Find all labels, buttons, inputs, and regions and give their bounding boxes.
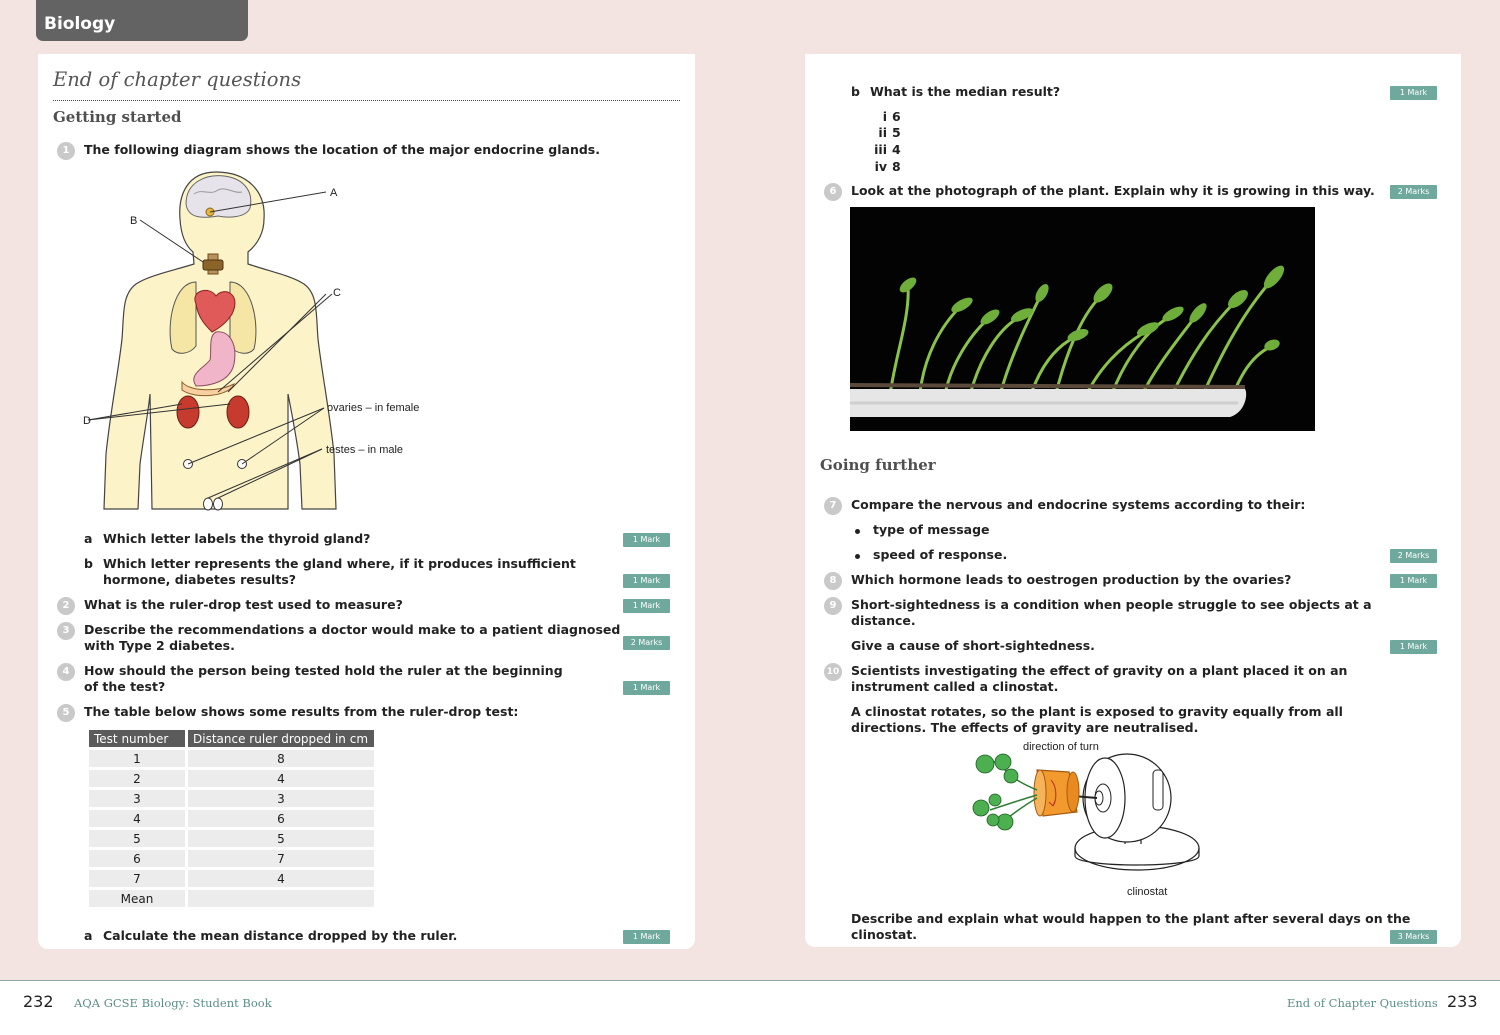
clinostat-diagram	[965, 740, 1205, 900]
mark-badge-q9: 1 Mark	[1390, 640, 1437, 654]
option-value: 6	[892, 109, 901, 124]
option-value: 5	[892, 125, 901, 140]
question-number-3: 3	[57, 622, 75, 640]
question-4-line1: How should the person being tested hold the ruler at the beginning	[84, 663, 563, 678]
table-cell: 6	[188, 810, 374, 827]
table-header-row	[89, 730, 374, 747]
question-7-bullet1: type of message	[873, 522, 990, 537]
question-10-line1: Scientists investigating the effect of gravity on a plant placed it on an	[851, 663, 1348, 678]
table-row	[89, 770, 374, 787]
question-1b-line1: Which letter represents the gland where, if it produces insufficient	[103, 556, 576, 571]
section-running-head: End of Chapter Questions	[1287, 996, 1438, 1010]
right-page	[805, 54, 1461, 947]
table-cell: 2	[89, 770, 185, 787]
diagram-label-testes: testes – in male	[326, 444, 404, 456]
endocrine-glands-diagram	[78, 164, 478, 514]
table-cell: 3	[89, 790, 185, 807]
question-10-line6: clinostat.	[851, 927, 918, 942]
mark-badge-q2: 1 Mark	[623, 599, 670, 613]
bullet-point	[855, 529, 860, 534]
diagram-label-b: B	[130, 215, 138, 227]
question-3-line2: with Type 2 diabetes.	[84, 638, 235, 653]
question-5a-text: Calculate the mean distance dropped by the ruler.	[103, 928, 458, 943]
chapter-title: End of chapter questions	[53, 68, 302, 91]
ruler-drop-table	[86, 727, 377, 910]
question-8-text: Which hormone leads to oestrogen production by the ovaries?	[851, 572, 1292, 587]
question-10-line2: instrument called a clinostat.	[851, 679, 1059, 694]
question-10-line5: Describe and explain what would happen to the plant after several days on the	[851, 911, 1411, 926]
question-9-line3: Give a cause of short-sightedness.	[851, 638, 1095, 653]
table-cell: 6	[89, 850, 185, 867]
question-5a-letter: a	[84, 928, 93, 943]
question-number-5: 5	[57, 704, 75, 722]
diagram-label-clinostat: clinostat	[1127, 886, 1168, 898]
mark-badge-q5b: 1 Mark	[1390, 86, 1437, 100]
question-9-line1: Short-sightedness is a condition when people struggle to see objects at a	[851, 597, 1372, 612]
mark-badge-q6: 2 Marks	[1390, 185, 1437, 199]
table-row	[89, 750, 374, 767]
diagram-label-a: A	[330, 187, 338, 199]
table-cell: 4	[188, 870, 374, 887]
question-5b-text: What is the median result?	[870, 84, 1061, 99]
table-row	[89, 870, 374, 887]
question-number-7: 7	[824, 497, 842, 515]
table-cell: 5	[89, 830, 185, 847]
table-cell: 7	[89, 870, 185, 887]
table-cell	[188, 890, 374, 907]
question-6-text: Look at the photograph of the plant. Explain why it is growing in this way.	[851, 183, 1375, 198]
diagram-label-direction-of-turn: direction of turn	[1023, 741, 1099, 753]
question-5b-letter: b	[851, 84, 860, 99]
chapter-tab	[36, 0, 248, 41]
table-cell: 4	[188, 770, 374, 787]
question-7-text: Compare the nervous and endocrine systems according to their:	[851, 497, 1306, 512]
mark-badge-q1b: 1 Mark	[623, 574, 670, 588]
question-2-text: What is the ruler-drop test used to measure?	[84, 597, 403, 612]
section-title-going-further: Going further	[820, 456, 936, 474]
table-row	[89, 890, 374, 907]
question-number-8: 8	[824, 572, 842, 590]
table-cell: 7	[188, 850, 374, 867]
mark-badge-q5a: 1 Mark	[623, 930, 670, 944]
table-row	[89, 810, 374, 827]
table-cell: 8	[188, 750, 374, 767]
question-3-line1: Describe the recommendations a doctor would make to a patient diagnosed	[84, 622, 621, 637]
question-1-text: The following diagram shows the location of the major endocrine glands.	[84, 142, 600, 157]
page-footer	[0, 981, 1500, 1035]
question-number-4: 4	[57, 663, 75, 681]
title-divider	[53, 100, 680, 101]
mark-badge-q1a: 1 Mark	[623, 533, 670, 547]
page-number-right: 233	[1447, 992, 1478, 1011]
diagram-label-ovaries: ovaries – in female	[327, 402, 420, 414]
question-number-6: 6	[824, 183, 842, 201]
question-number-1: 1	[57, 142, 75, 160]
question-5-text: The table below shows some results from the ruler-drop test:	[84, 704, 519, 719]
mark-badge-q3: 2 Marks	[623, 636, 670, 650]
mark-badge-q8: 1 Mark	[1390, 574, 1437, 588]
seedlings-photo	[850, 207, 1315, 431]
question-number-9: 9	[824, 597, 842, 615]
table-cell: 4	[89, 810, 185, 827]
table-cell: 5	[188, 830, 374, 847]
book-title: AQA GCSE Biology: Student Book	[74, 996, 272, 1010]
footer-divider	[0, 980, 1500, 981]
left-page	[38, 54, 695, 949]
table-row	[89, 850, 374, 867]
mark-badge-q10: 3 Marks	[1390, 930, 1437, 944]
mark-badge-q4: 1 Mark	[623, 681, 670, 695]
question-4-line2: of the test?	[84, 679, 166, 694]
table-cell: Mean	[89, 890, 185, 907]
question-1b-line2: hormone, diabetes results?	[103, 572, 297, 587]
question-7-bullet2: speed of response.	[873, 547, 1008, 562]
question-10-line4: directions. The effects of gravity are neutralised.	[851, 720, 1199, 735]
question-9-line2: distance.	[851, 613, 916, 628]
chapter-tab-label: Biology	[44, 14, 116, 34]
question-1b-letter: b	[84, 556, 93, 571]
option-value: 8	[892, 159, 901, 174]
option-numeral: i	[882, 109, 887, 124]
option-numeral: iii	[874, 142, 887, 157]
mark-badge-q7: 2 Marks	[1390, 549, 1437, 563]
option-value: 4	[892, 142, 901, 157]
table-row	[89, 830, 374, 847]
bullet-point	[855, 554, 860, 559]
option-numeral: ii	[878, 125, 887, 140]
page-number-left: 232	[23, 992, 54, 1011]
diagram-label-d: D	[83, 415, 91, 427]
table-header-distance: Distance ruler dropped in cm	[188, 730, 374, 747]
question-number-2: 2	[57, 597, 75, 615]
table-cell: 3	[188, 790, 374, 807]
diagram-label-c: C	[333, 287, 341, 299]
section-title-getting-started: Getting started	[53, 108, 182, 126]
question-number-10: 10	[824, 663, 842, 681]
question-10-line3: A clinostat rotates, so the plant is exposed to gravity equally from all	[851, 704, 1343, 719]
question-1a-text: Which letter labels the thyroid gland?	[103, 531, 371, 546]
table-header-test-number: Test number	[89, 730, 185, 747]
option-numeral: iv	[874, 159, 887, 174]
question-1a-letter: a	[84, 531, 93, 546]
table-row	[89, 790, 374, 807]
table-cell: 1	[89, 750, 185, 767]
